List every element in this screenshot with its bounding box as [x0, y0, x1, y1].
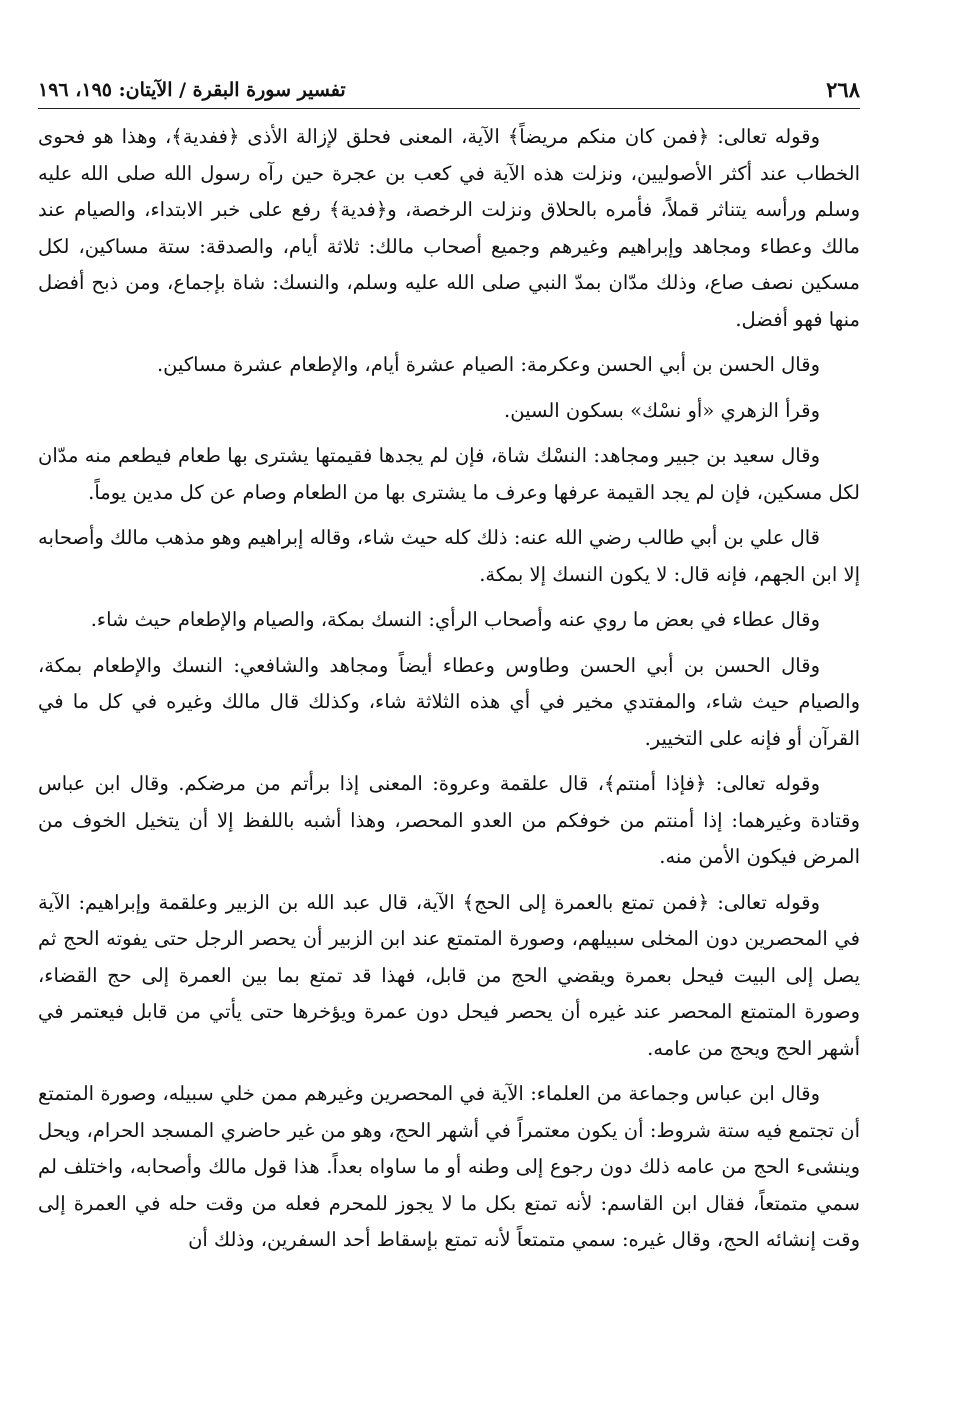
paragraph: وقال الحسن بن أبي الحسن وعكرمة: الصيام عشرة أيام، والإطعام عشرة مساكين. [156, 353, 820, 376]
page-number: ٢٦٨ [826, 77, 860, 102]
paragraph: وقوله تعالى: ﴿فمن تمتع بالعمرة إلى الحج﴾ الآية، قال عبد الله بن الزبير وعلقمة وإبراهيم: الآية في المحصرين دون المخلى سبيلهم، وصورة المتمتع عند ابن الزبير أن يحصر الرجل حتى يفوته الحج ثم يصل إلى البيت فيحل بعمرة ويقضي الحج من قابل، فهذا قد تمتع بما بين العمرة إلى حج القضاء، وصورة المتمتع المحصر عند غيره أن يحصر فيحل دون عمرة ويؤخرها حتى يأتي من قابل فيعتمر في أشهر الحج ويحج من عامه. [38, 890, 860, 1060]
paragraph: وقال عطاء في بعض ما روي عنه وأصحاب الرأي: النسك بمكة، والصيام والإطعام حيث شاء. [90, 608, 820, 631]
body-text [38, 119, 860, 1259]
paragraph: وقال ابن عباس وجماعة من العلماء: الآية في المحصرين وغيرهم ممن خلي سبيله، وصورة المتمتع أن تجتمع فيه ستة شروط: أن يكون معتمراً في أشهر الحج، وهو من غير حاضري المسجد الحرام، ويحل وينشىء الحج من عامه ذلك دون رجوع إلى وطنه أو ما ساواه بعداً. هذا قول مالك وأصحابه، واختلف لم سمي متمتعاً، فقال ابن القاسم: لأنه تمتع بكل ما لا يجوز للمحرم فعله من وقت حله في العمرة إلى وقت إنشائه الحج، وقال غيره: سمي متمتعاً لأنه تمتع بإسقاط أحد السفرين، وذلك أن [38, 1082, 860, 1251]
running-title: تفسير سورة البقرة / الآيتان: ١٩٥، ١٩٦ [38, 79, 346, 101]
paragraph: وقوله تعالى: ﴿فمن كان منكم مريضاً﴾ الآية، المعنى فحلق لإزالة الأذى ﴿ففدية﴾، وهذا هو فحوى الخطاب عند أكثر الأصوليين، ونزلت هذه الآية في كعب بن عجرة حين رآه رسول الله صلى الله عليه وسلم ورأسه يتناثر قملاً، فأمره بالحلاق ونزلت الرخصة، و﴿فدية﴾ رفع على خبر الابتداء، والصيام عند مالك وعطاء ومجاهد وإبراهيم وغيرهم وجميع أصحاب مالك: ثلاثة أيام، والصدقة: ستة مساكين، لكل مسكين نصف صاع، وذلك مدّان بمدّ النبي صلى الله عليه وسلم، والنسك: شاة بإجماع، ومن ذبح أفضل منها فهو أفضل. [38, 125, 860, 331]
paragraph: وقوله تعالى: ﴿فإذا أمنتم﴾، قال علقمة وعروة: المعنى إذا برأتم من مرضكم. وقال ابن عباس وقتادة وغيرهما: إذا أمنتم من خوفكم من العدو المحصر، وهذا أشبه باللفظ إلا أن يتخيل الخوف من المرض فيكون الأمن منه. [38, 772, 860, 868]
running-header [38, 78, 860, 109]
paragraph: وقال الحسن بن أبي الحسن وطاوس وعطاء أيضاً ومجاهد والشافعي: النسك والإطعام بمكة، والصيام حيث شاء، والمفتدي مخير في أي هذه الثلاثة شاء، وكذلك قال مالك وغيره في كل ما في القرآن أو فإنه على التخيير. [38, 653, 860, 750]
paragraph: وقال سعيد بن جبير ومجاهد: النسْك شاة، فإن لم يجدها فقيمتها يشترى بها طعام فيطعم منه مدّان لكل مسكين، فإن لم يجد القيمة عرفها وعرف ما يشترى بها من الطعام وصام عن كل مدين يوماً. [38, 444, 860, 504]
paragraph: وقرأ الزهري «أو نسْك» بسكون السين. [504, 398, 820, 422]
paragraph: قال علي بن أبي طالب رضي الله عنه: ذلك كله حيث شاء، وقاله إبراهيم وهو مذهب مالك وأصحابه إلا ابن الجهم، فإنه قال: لا يكون النسك إلا بمكة. [38, 526, 860, 586]
